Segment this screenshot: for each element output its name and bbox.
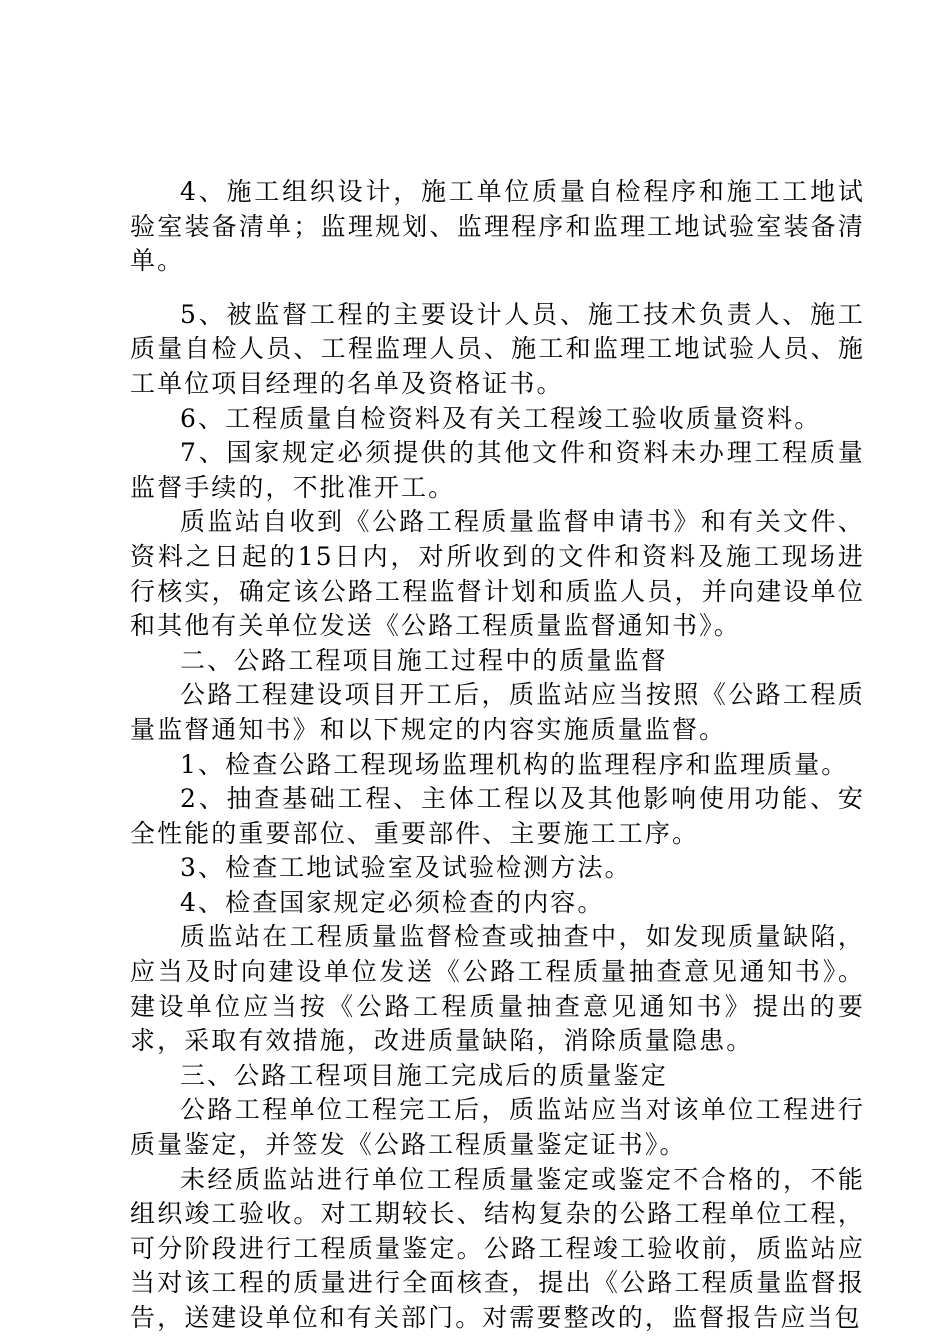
- paragraph-item-6: 6、工程质量自检资料及有关工程竣工验收质量资料。: [180, 403, 822, 433]
- paragraph-supervision-start: 公路工程建设项目开工后，质监站应当按照《公路工程质量监督通知书》和以下规定的内容实施质量监督。: [130, 680, 865, 744]
- paragraph-review-15-days: 质监站自收到《公路工程质量监督申请书》和有关文件、资料之日起的15日内，对所收到的文件和资料及施工现场进行核实，确定该公路工程监督计划和质监人员，并向建设单位和其他有关单位发送《公路工程质量监督通知书》。: [130, 507, 865, 641]
- section-heading-3: 三、公路工程项目施工完成后的质量鉴定: [180, 1060, 668, 1090]
- paragraph-item-4: 4、施工组织设计，施工单位质量自检程序和施工工地试验室装备清单；监理规划、监理程序和监理工地试验室装备清单。: [130, 177, 865, 276]
- section-heading-2: 二、公路工程项目施工过程中的质量监督: [180, 645, 668, 675]
- paragraph-defects: 质监站在工程质量监督检查或抽查中，如发现质量缺陷，应当及时向建设单位发送《公路工程质量抽查意见通知书》。建设单位应当按《公路工程质量抽查意见通知书》提出的要求，采取有效措施，改进质量缺陷，消除质量隐患。: [130, 922, 865, 1056]
- paragraph-item-7: 7、国家规定必须提供的其他文件和资料未办理工程质量监督手续的，不批准开工。: [130, 438, 865, 502]
- document-body: [130, 175, 865, 1336]
- paragraph-item-5: 5、被监督工程的主要设计人员、施工技术负责人、施工质量自检人员、工程监理人员、施工和监理工地试验人员、施工单位项目经理的名单及资格证书。: [130, 299, 865, 398]
- paragraph-acceptance: 未经质监站进行单位工程质量鉴定或鉴定不合格的，不能组织竣工验收。对工期较长、结构复杂的公路工程单位工程，可分阶段进行工程质量鉴定。公路工程竣工验收前，质监站应当对该工程的质量进行全面核查，提出《公路工程质量监督报告，送建设单位和有关部门。对需要整改的，监督报告应当包: [130, 1164, 865, 1332]
- paragraph-check-2: 2、抽查基础工程、主体工程以及其他影响使用功能、安全性能的重要部位、重要部件、主要施工工序。: [130, 784, 865, 848]
- paragraph-check-1: 1、检查公路工程现场监理机构的监理程序和监理质量。: [180, 749, 849, 779]
- paragraph-check-4: 4、检查国家规定必须检查的内容。: [180, 887, 605, 917]
- paragraph-appraisal: 公路工程单位工程完工后，质监站应当对该单位工程进行质量鉴定，并签发《公路工程质量鉴定证书》。: [130, 1095, 865, 1160]
- paragraph-check-3: 3、检查工地试验室及试验检测方法。: [180, 853, 632, 883]
